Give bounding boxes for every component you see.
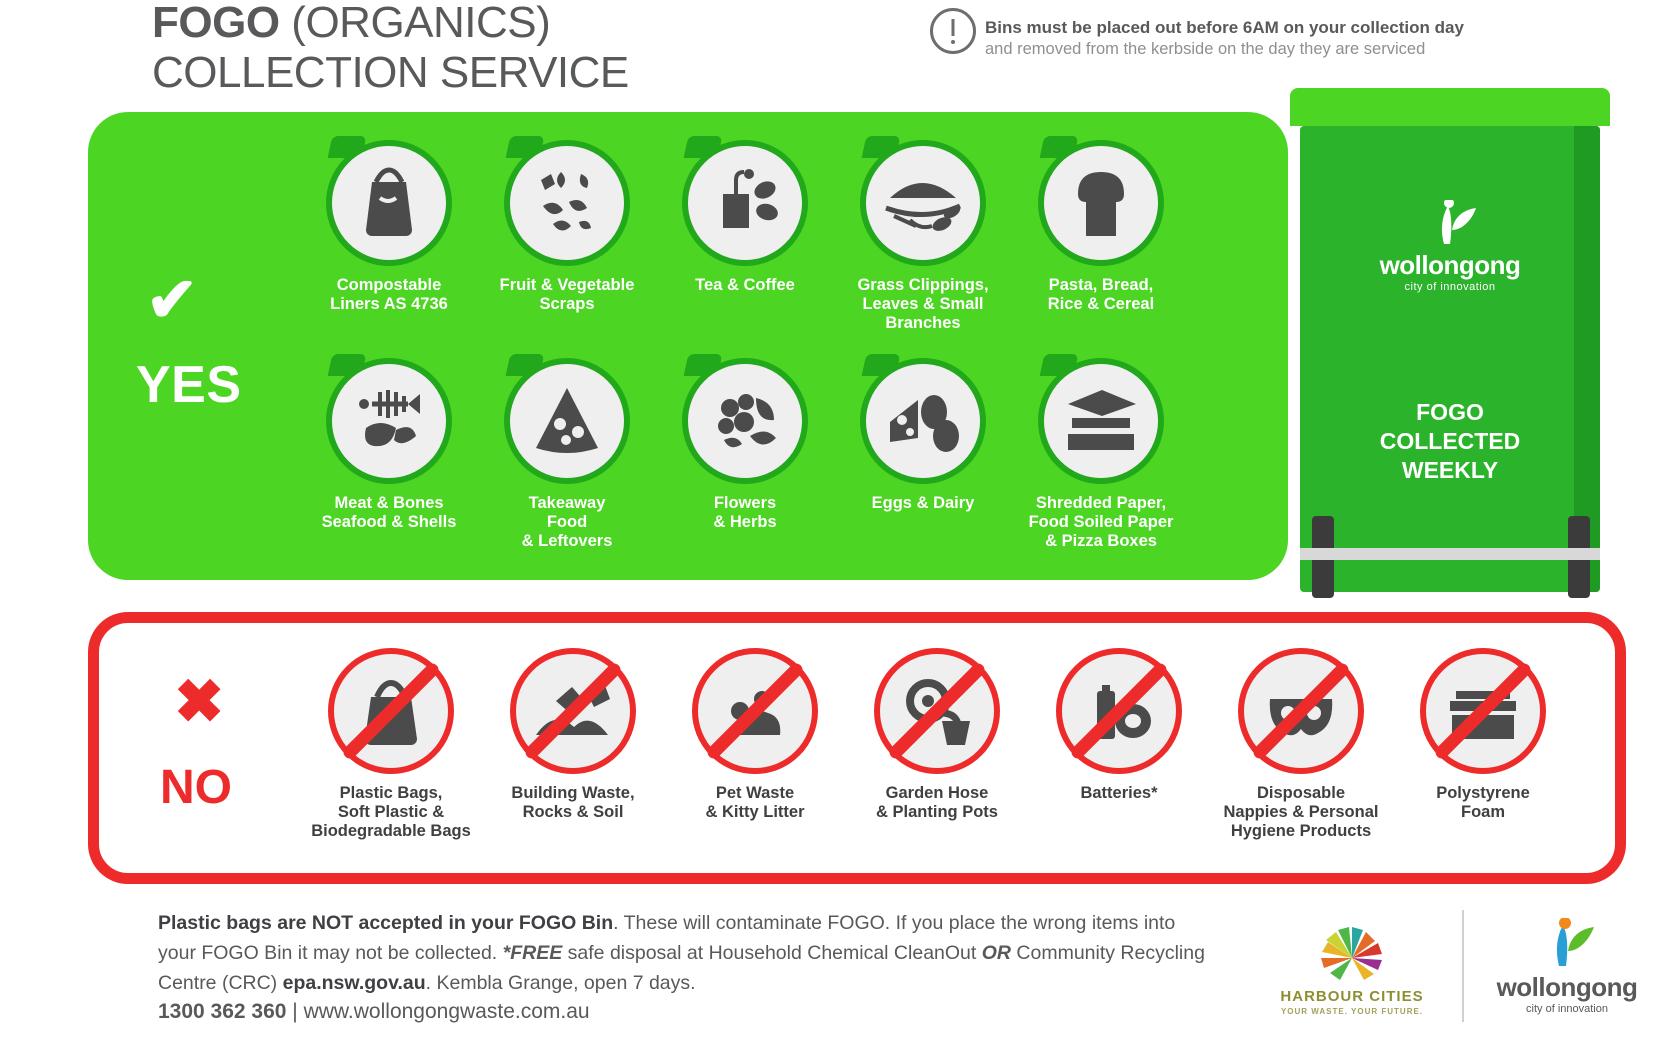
item-icon-circle xyxy=(326,140,452,266)
accepted-item-tile xyxy=(1012,140,1190,333)
no-label: NO xyxy=(160,761,232,814)
accepted-item-tile xyxy=(834,140,1012,333)
exclamation-circle-icon xyxy=(930,8,976,54)
council-sub: city of innovation xyxy=(1526,1003,1608,1015)
harbour-cities-tagline: YOUR WASTE. YOUR FUTURE. xyxy=(1280,1007,1424,1016)
item-icon-circle xyxy=(860,358,986,484)
bin-brand-sub: city of innovation xyxy=(1404,281,1496,293)
accepted-item-tile xyxy=(834,358,1012,551)
item-label: Pasta, Bread, Rice & Cereal xyxy=(1047,276,1155,313)
footer-website[interactable]: www.wollongongwaste.com.au xyxy=(303,1000,590,1023)
accepted-items-row-1 xyxy=(300,140,1190,333)
tea-bag-coffee-beans-icon xyxy=(682,140,808,266)
bin-body xyxy=(1300,126,1600,592)
footer-text-run: Plastic bags are NOT accepted in your FOGO Bin xyxy=(158,912,614,934)
rejected-item-tile xyxy=(300,648,482,841)
item-label: Compostable Liners AS 4736 xyxy=(330,276,448,313)
item-label: Takeaway Food & Leftovers xyxy=(521,494,613,550)
prohibition-slash-icon xyxy=(518,656,628,766)
item-icon-circle xyxy=(1056,648,1182,774)
bin-text-line: FOGO xyxy=(1416,399,1484,425)
item-label: Garden Hose & Planting Pots xyxy=(876,784,998,821)
accepted-item-tile xyxy=(1012,358,1190,551)
rejected-item-tile xyxy=(1210,648,1392,841)
prohibition-slash-icon xyxy=(336,656,446,766)
footer-contact xyxy=(158,1000,590,1024)
footer-text-run: OR xyxy=(981,942,1011,964)
council-name: wollongong xyxy=(1496,972,1638,1002)
item-label: Pet Waste & Kitty Litter xyxy=(705,784,805,821)
footer-divider xyxy=(1462,910,1464,1022)
grass-clippings-leaves-icon xyxy=(860,140,986,266)
title-line2: COLLECTION SERVICE xyxy=(152,48,629,97)
bin-text-line: COLLECTED xyxy=(1379,428,1521,454)
yes-check-icon: ✔ xyxy=(146,266,198,335)
bin-collection-text xyxy=(1300,398,1600,485)
rejected-item-tile xyxy=(1028,648,1210,841)
item-icon-circle xyxy=(504,358,630,484)
item-label: Eggs & Dairy xyxy=(871,494,975,512)
wollongong-leaf-icon xyxy=(1414,200,1486,246)
fish-bone-meat-icon xyxy=(326,358,452,484)
item-label: Shredded Paper, Food Soiled Paper & Pizza Boxes xyxy=(1028,494,1174,550)
item-label: Flowers & Herbs xyxy=(713,494,777,531)
item-icon-circle xyxy=(504,140,630,266)
item-icon-circle xyxy=(1420,648,1546,774)
title-fogo: FOGO xyxy=(152,0,280,47)
item-label: Disposable Nappies & Personal Hygiene Products xyxy=(1223,784,1379,840)
item-icon-circle xyxy=(1238,648,1364,774)
prohibition-slash-icon xyxy=(1246,656,1356,766)
harbour-cities-burst-icon xyxy=(1306,918,1398,984)
item-icon-circle xyxy=(510,648,636,774)
prohibition-slash-icon xyxy=(1428,656,1538,766)
item-label: Meat & Bones Seafood & Shells xyxy=(321,494,457,531)
rejected-items-row xyxy=(300,648,1574,841)
footer-text-run: . Kembla Grange, open 7 days. xyxy=(425,972,696,994)
bin-council-logo xyxy=(1300,200,1600,293)
item-icon-circle xyxy=(874,648,1000,774)
accepted-item-tile xyxy=(656,140,834,333)
no-cross-icon: ✖ xyxy=(174,668,225,735)
item-label: Building Waste, Rocks & Soil xyxy=(511,784,635,821)
item-icon-circle xyxy=(692,648,818,774)
flowers-herbs-icon xyxy=(682,358,808,484)
rejected-item-tile xyxy=(664,648,846,841)
item-label: Batteries* xyxy=(1080,784,1158,802)
bin-lid xyxy=(1290,88,1610,126)
item-icon-circle xyxy=(328,648,454,774)
item-label: Plastic Bags, Soft Plastic & Biodegradable Bags xyxy=(311,784,471,840)
item-icon-circle xyxy=(1038,140,1164,266)
item-icon-circle xyxy=(326,358,452,484)
council-logo xyxy=(1492,918,1642,1015)
bread-slice-icon xyxy=(1038,140,1164,266)
pizza-box-paper-icon xyxy=(1038,358,1164,484)
prohibition-slash-icon xyxy=(882,656,992,766)
notice-line-2: and removed from the kerbside on the day they are serviced xyxy=(985,40,1426,58)
item-icon-circle xyxy=(860,140,986,266)
accepted-item-tile xyxy=(478,140,656,333)
footer-separator: | xyxy=(286,1000,304,1023)
rejected-item-tile xyxy=(846,648,1028,841)
footer-text-run: Community Recycling Centre (CRC) xyxy=(158,942,1205,994)
accepted-item-tile xyxy=(300,140,478,333)
wollongong-leaf-icon xyxy=(1529,918,1605,968)
yes-label: YES xyxy=(136,356,242,414)
accepted-item-tile xyxy=(300,358,478,551)
bin-brand-name: wollongong xyxy=(1379,250,1521,280)
footer-text-run: safe disposal at Household Chemical CleanOut xyxy=(562,942,982,964)
item-icon-circle xyxy=(682,140,808,266)
footer-disclaimer xyxy=(158,908,1218,998)
pizza-slice-icon xyxy=(504,358,630,484)
accepted-item-tile xyxy=(478,358,656,551)
prohibition-slash-icon xyxy=(1064,656,1174,766)
accepted-item-tile xyxy=(656,358,834,551)
bin-text-line: WEEKLY xyxy=(1401,457,1499,483)
item-label: Polystyrene Foam xyxy=(1436,784,1530,821)
notice-line-1: Bins must be placed out before 6AM on your collection day xyxy=(985,18,1464,37)
compostable-liner-bag-icon xyxy=(326,140,452,266)
accepted-items-row-2 xyxy=(300,358,1190,551)
footer-phone[interactable]: 1300 362 360 xyxy=(158,1000,287,1023)
fruit-vegetable-scraps-icon xyxy=(504,140,630,266)
footer-text-run: . These will contaminate FOGO. If you place the wrong items into your FOGO Bin it may not be collected. xyxy=(158,912,1176,964)
collection-notice xyxy=(985,18,1525,59)
item-label: Grass Clippings, Leaves & Small Branches xyxy=(857,276,989,332)
footer-text-run: *FREE xyxy=(502,942,563,964)
eggs-cheese-icon xyxy=(860,358,986,484)
item-label: Tea & Coffee xyxy=(695,276,795,294)
harbour-cities-logo xyxy=(1262,918,1442,1016)
rejected-item-tile xyxy=(1392,648,1574,841)
item-icon-circle xyxy=(1038,358,1164,484)
footer-text-run: epa.nsw.gov.au xyxy=(282,972,426,994)
item-icon-circle xyxy=(682,358,808,484)
prohibition-slash-icon xyxy=(700,656,810,766)
item-label: Fruit & Vegetable Scraps xyxy=(499,276,635,313)
bin-base-bar xyxy=(1300,548,1600,560)
page-title xyxy=(152,0,629,98)
rejected-item-tile xyxy=(482,648,664,841)
harbour-cities-name: HARBOUR CITIES xyxy=(1280,988,1424,1005)
title-organics: (ORGANICS) xyxy=(279,0,551,47)
